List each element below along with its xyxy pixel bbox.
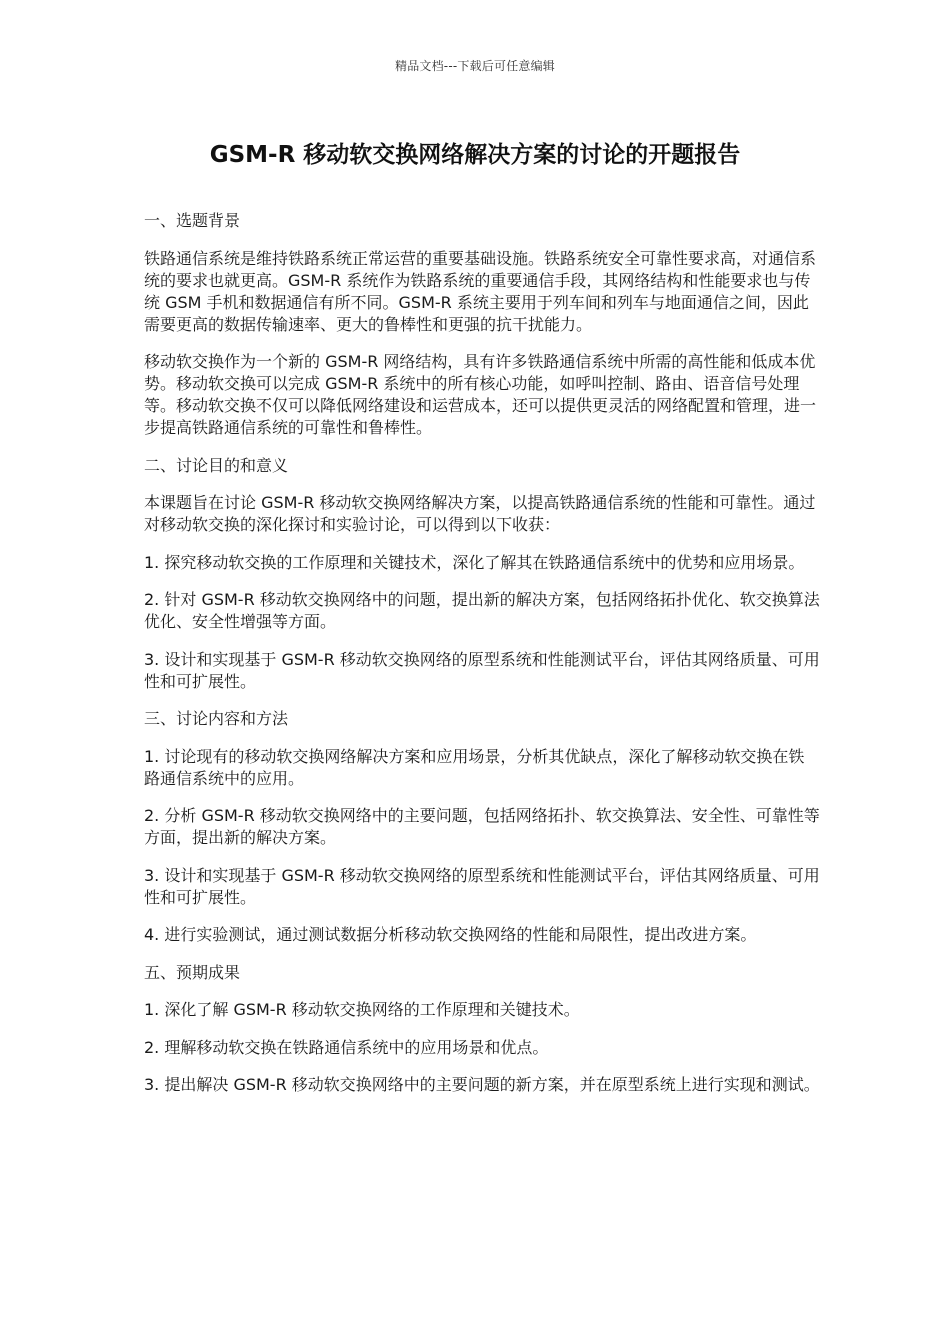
list-item: 3. 提出解决 GSM-R 移动软交换网络中的主要问题的新方案，并在原型系统上进行实现和测试。 <box>144 1075 820 1094</box>
paragraph: 铁路通信系统是维持铁路系统正常运营的重要基础设施。铁路系统安全可靠性要求高，对通信系统的要求也就更高。GSM-R 系统作为铁路系统的重要通信手段，其网络结构和性能要求也与传统 GSM 手机和数据通信有所不同。GSM-R 系统主要用于列车间和列车与地面通信之间，因此需要更高的数据传输速率、更大的鲁棒性和更强的抗干扰能力。 <box>144 248 817 334</box>
list-item: 2. 理解移动软交换在铁路通信系统中的应用场景和优点。 <box>144 1037 549 1057</box>
list-item: 1. 深化了解 GSM-R 移动软交换网络的工作原理和关键技术。 <box>144 1000 580 1019</box>
list-item: 4. 进行实验测试，通过测试数据分析移动软交换网络的性能和局限性，提出改进方案。 <box>144 925 757 944</box>
document-body <box>144 210 820 1112</box>
page-header-note: 精品文档---下载后可任意编辑 <box>395 59 555 73</box>
section-heading-methods: 三、讨论内容和方法 <box>144 709 289 728</box>
section-heading-results: 五、预期成果 <box>144 962 241 982</box>
section-heading-purpose: 二、讨论目的和意义 <box>144 455 289 475</box>
list-item: 3. 设计和实现基于 GSM-R 移动软交换网络的原型系统和性能测试平台，评估其网络质量、可用性和可扩展性。 <box>144 865 820 907</box>
paragraph: 移动软交换作为一个新的 GSM-R 网络结构，具有许多铁路通信系统中所需的高性能和低成本优势。移动软交换可以完成 GSM-R 系统中的所有核心功能，如呼叫控制、路由、语音信号处理等。移动软交换不仅可以降低网络建设和运营成本，还可以提供更灵活的网络配置和管理，进一步提高铁路通信系统的可靠性和鲁棒性。 <box>144 352 817 437</box>
document-title: GSM-R 移动软交换网络解决方案的讨论的开题报告 <box>209 142 741 168</box>
list-item: 2. 分析 GSM-R 移动软交换网络中的主要问题，包括网络拓扑、软交换算法、安全性、可靠性等方面，提出新的解决方案。 <box>144 806 820 847</box>
list-item: 3. 设计和实现基于 GSM-R 移动软交换网络的原型系统和性能测试平台，评估其网络质量、可用性和可扩展性。 <box>144 649 820 691</box>
list-item: 1. 讨论现有的移动软交换网络解决方案和应用场景，分析其优缺点，深化了解移动软交换在铁路通信系统中的应用。 <box>144 746 805 788</box>
list-item: 2. 针对 GSM-R 移动软交换网络中的问题，提出新的解决方案，包括网络拓扑优化、软交换算法优化、安全性增强等方面。 <box>144 590 820 631</box>
list-item: 1. 探究移动软交换的工作原理和关键技术，深化了解其在铁路通信系统中的优势和应用场景。 <box>144 552 805 572</box>
paragraph: 本课题旨在讨论 GSM-R 移动软交换网络解决方案，以提高铁路通信系统的性能和可靠性。通过对移动软交换的深化探讨和实验讨论，可以得到以下收获： <box>144 493 816 534</box>
section-heading-background: 一、选题背景 <box>144 211 241 230</box>
